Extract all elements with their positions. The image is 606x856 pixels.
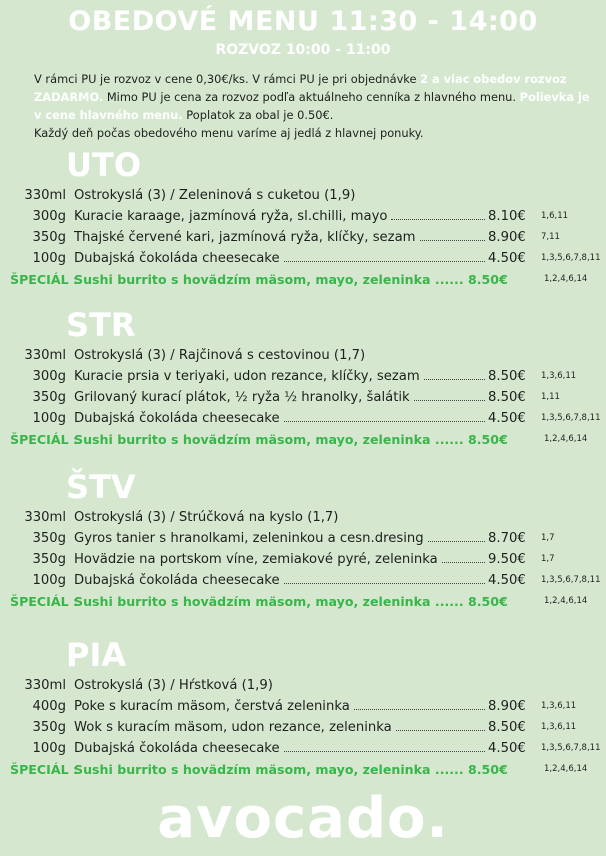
avocado-logo: avocado.: [157, 786, 449, 851]
soup-name: Ostrokyslá (3) / Rajčinová s cestovinou (1,7): [74, 348, 366, 363]
dot-leader: [354, 708, 485, 710]
item-quantity: 350g: [32, 720, 66, 735]
menu-item-row: [0, 369, 606, 389]
dot-leader: [414, 399, 485, 401]
item-allergens: 1,7: [541, 554, 555, 564]
intro-p2: Mimo PU je cena za rozvoz podľa aktuálneho cenníka z hlavného menu.: [103, 90, 520, 104]
soup-row: [0, 188, 606, 208]
dot-leader: [420, 239, 485, 241]
item-name: Wok s kuracím mäsom, udon rezance, zeleninka: [74, 720, 392, 735]
dot-leader: [396, 729, 485, 731]
item-allergens: 1,3,5,6,7,8,11: [541, 575, 601, 585]
special-description: Sushi burrito s hovädzím mäsom, mayo, zeleninka ...... 8.50€: [74, 432, 508, 447]
dot-leader: [284, 420, 485, 422]
day-heading: PIA: [66, 636, 127, 674]
item-description: [74, 741, 534, 756]
special-description: Sushi burrito s hovädzím mäsom, mayo, zeleninka ...... 8.50€: [74, 272, 508, 287]
special-row: [0, 594, 606, 614]
item-allergens: 1,6,11: [541, 211, 569, 221]
soup-quantity: 330ml: [24, 510, 66, 525]
item-allergens: 1,3,5,6,7,8,11: [541, 253, 601, 263]
item-name: Gyros tanier s hranolkami, zeleninkou a cesn.dresing: [74, 531, 424, 546]
item-name: Dubajská čokoláda cheesecake: [74, 741, 280, 756]
special-row: [0, 432, 606, 452]
item-name: Hovädzie na portskom víne, zemiakové pyré, zeleninka: [74, 552, 438, 567]
item-description: [74, 230, 534, 245]
item-quantity: 400g: [32, 699, 66, 714]
dot-leader: [428, 540, 485, 542]
soup-quantity: 330ml: [24, 678, 66, 693]
menu-item-row: [0, 699, 606, 719]
item-allergens: 1,3,6,11: [541, 701, 577, 711]
soup-quantity: 330ml: [24, 188, 66, 203]
item-description: [74, 411, 534, 426]
item-quantity: 350g: [32, 230, 66, 245]
dot-leader: [391, 218, 485, 220]
soup-quantity: 330ml: [24, 348, 66, 363]
special-row: [0, 762, 606, 782]
special-label: ŠPECIÁL :: [10, 272, 79, 287]
item-allergens: 1,3,6,11: [541, 371, 577, 381]
intro-p3: Poplatok za obal je 0.50€.: [182, 108, 334, 122]
menu-title: OBEDOVÉ MENU 11:30 - 14:00: [68, 6, 538, 37]
intro-text: [34, 70, 594, 142]
item-quantity: 300g: [32, 369, 66, 384]
item-description: [74, 531, 534, 546]
item-price: 8.90€: [488, 230, 526, 245]
item-price: 4.50€: [488, 741, 526, 756]
item-quantity: 350g: [32, 552, 66, 567]
item-price: 8.50€: [488, 720, 526, 735]
item-quantity: 350g: [32, 531, 66, 546]
item-name: Grilovaný kurací plátok, ½ ryža ½ hranolky, šalátik: [74, 390, 410, 405]
special-label: ŠPECIÁL :: [10, 762, 79, 777]
item-price: 8.70€: [488, 531, 526, 546]
item-price: 9.50€: [488, 552, 526, 567]
menu-item-row: [0, 573, 606, 593]
item-description: [74, 699, 534, 714]
item-quantity: 100g: [32, 741, 66, 756]
soup-row: [0, 348, 606, 368]
menu-item-row: [0, 390, 606, 410]
item-quantity: 100g: [32, 251, 66, 266]
item-allergens: 1,3,5,6,7,8,11: [541, 413, 601, 423]
item-quantity: 100g: [32, 573, 66, 588]
dot-leader: [284, 582, 485, 584]
intro-highlight-free-delivery: 2 a viac obedov rozvoz ZADARMO.: [34, 72, 567, 104]
special-row: [0, 272, 606, 292]
day-heading: ŠTV: [66, 468, 136, 506]
item-description: [74, 369, 534, 384]
menu-item-row: [0, 531, 606, 551]
item-price: 8.50€: [488, 390, 526, 405]
item-description: [74, 251, 534, 266]
item-price: 8.90€: [488, 699, 526, 714]
menu-item-row: [0, 741, 606, 761]
intro-p1: V rámci PU je rozvoz v cene 0,30€/ks. V rámci PU je pri objednávke: [34, 72, 421, 86]
soup-row: [0, 510, 606, 530]
soup-row: [0, 678, 606, 698]
item-name: Kuracie karaage, jazmínová ryža, sl.chilli, mayo: [74, 209, 388, 224]
soup-name: Ostrokyslá (3) / Strúčková na kyslo (1,7): [74, 510, 339, 525]
item-name: Dubajská čokoláda cheesecake: [74, 573, 280, 588]
intro-p4: Každý deň počas obedového menu varíme aj jedlá z hlavnej ponuky.: [34, 126, 424, 140]
soup-name: Ostrokyslá (3) / Zeleninová s cuketou (1,9): [74, 188, 356, 203]
item-allergens: 1,3,6,11: [541, 722, 577, 732]
menu-item-row: [0, 209, 606, 229]
item-name: Dubajská čokoláda cheesecake: [74, 251, 280, 266]
item-name: Thajské červené kari, jazmínová ryža, klíčky, sezam: [74, 230, 416, 245]
item-price: 8.50€: [488, 369, 526, 384]
item-quantity: 350g: [32, 390, 66, 405]
menu-item-row: [0, 251, 606, 271]
item-name: Kuracie prsia v teriyaki, udon rezance, klíčky, sezam: [74, 369, 420, 384]
special-description: Sushi burrito s hovädzím mäsom, mayo, zeleninka ...... 8.50€: [74, 594, 508, 609]
special-allergens: 1,2,4,6,14: [544, 764, 588, 774]
item-price: 8.10€: [488, 209, 526, 224]
item-description: [74, 390, 534, 405]
item-description: [74, 720, 534, 735]
soup-description: [74, 348, 534, 363]
item-description: [74, 209, 534, 224]
item-price: 4.50€: [488, 573, 526, 588]
special-label: ŠPECIÁL :: [10, 594, 79, 609]
dot-leader: [442, 561, 485, 563]
dot-leader: [424, 378, 485, 380]
dot-leader: [284, 260, 485, 262]
menu-item-row: [0, 230, 606, 250]
menu-item-row: [0, 720, 606, 740]
day-heading: UTO: [66, 146, 142, 184]
item-allergens: 7,11: [541, 232, 560, 242]
dot-leader: [284, 750, 485, 752]
special-allergens: 1,2,4,6,14: [544, 596, 588, 606]
soup-description: [74, 188, 534, 203]
item-allergens: 1,3,5,6,7,8,11: [541, 743, 601, 753]
menu-item-row: [0, 411, 606, 431]
special-allergens: 1,2,4,6,14: [544, 434, 588, 444]
item-description: [74, 573, 534, 588]
menu-item-row: [0, 552, 606, 572]
item-allergens: 1,7: [541, 533, 555, 543]
item-quantity: 100g: [32, 411, 66, 426]
delivery-hours: ROZVOZ 10:00 - 11:00: [215, 42, 391, 58]
item-description: [74, 552, 534, 567]
soup-name: Ostrokyslá (3) / Hŕstková (1,9): [74, 678, 273, 693]
item-price: 4.50€: [488, 251, 526, 266]
item-quantity: 300g: [32, 209, 66, 224]
special-allergens: 1,2,4,6,14: [544, 274, 588, 284]
item-allergens: 1,11: [541, 392, 560, 402]
item-name: Poke s kuracím mäsom, čerstvá zeleninka: [74, 699, 350, 714]
special-label: ŠPECIÁL :: [10, 432, 79, 447]
special-description: Sushi burrito s hovädzím mäsom, mayo, zeleninka ...... 8.50€: [74, 762, 508, 777]
intro-highlight-soup: Polievka je v cene hlavného menu.: [34, 90, 590, 122]
item-price: 4.50€: [488, 411, 526, 426]
item-name: Dubajská čokoláda cheesecake: [74, 411, 280, 426]
soup-description: [74, 678, 534, 693]
soup-description: [74, 510, 534, 525]
day-heading: STR: [66, 306, 136, 344]
